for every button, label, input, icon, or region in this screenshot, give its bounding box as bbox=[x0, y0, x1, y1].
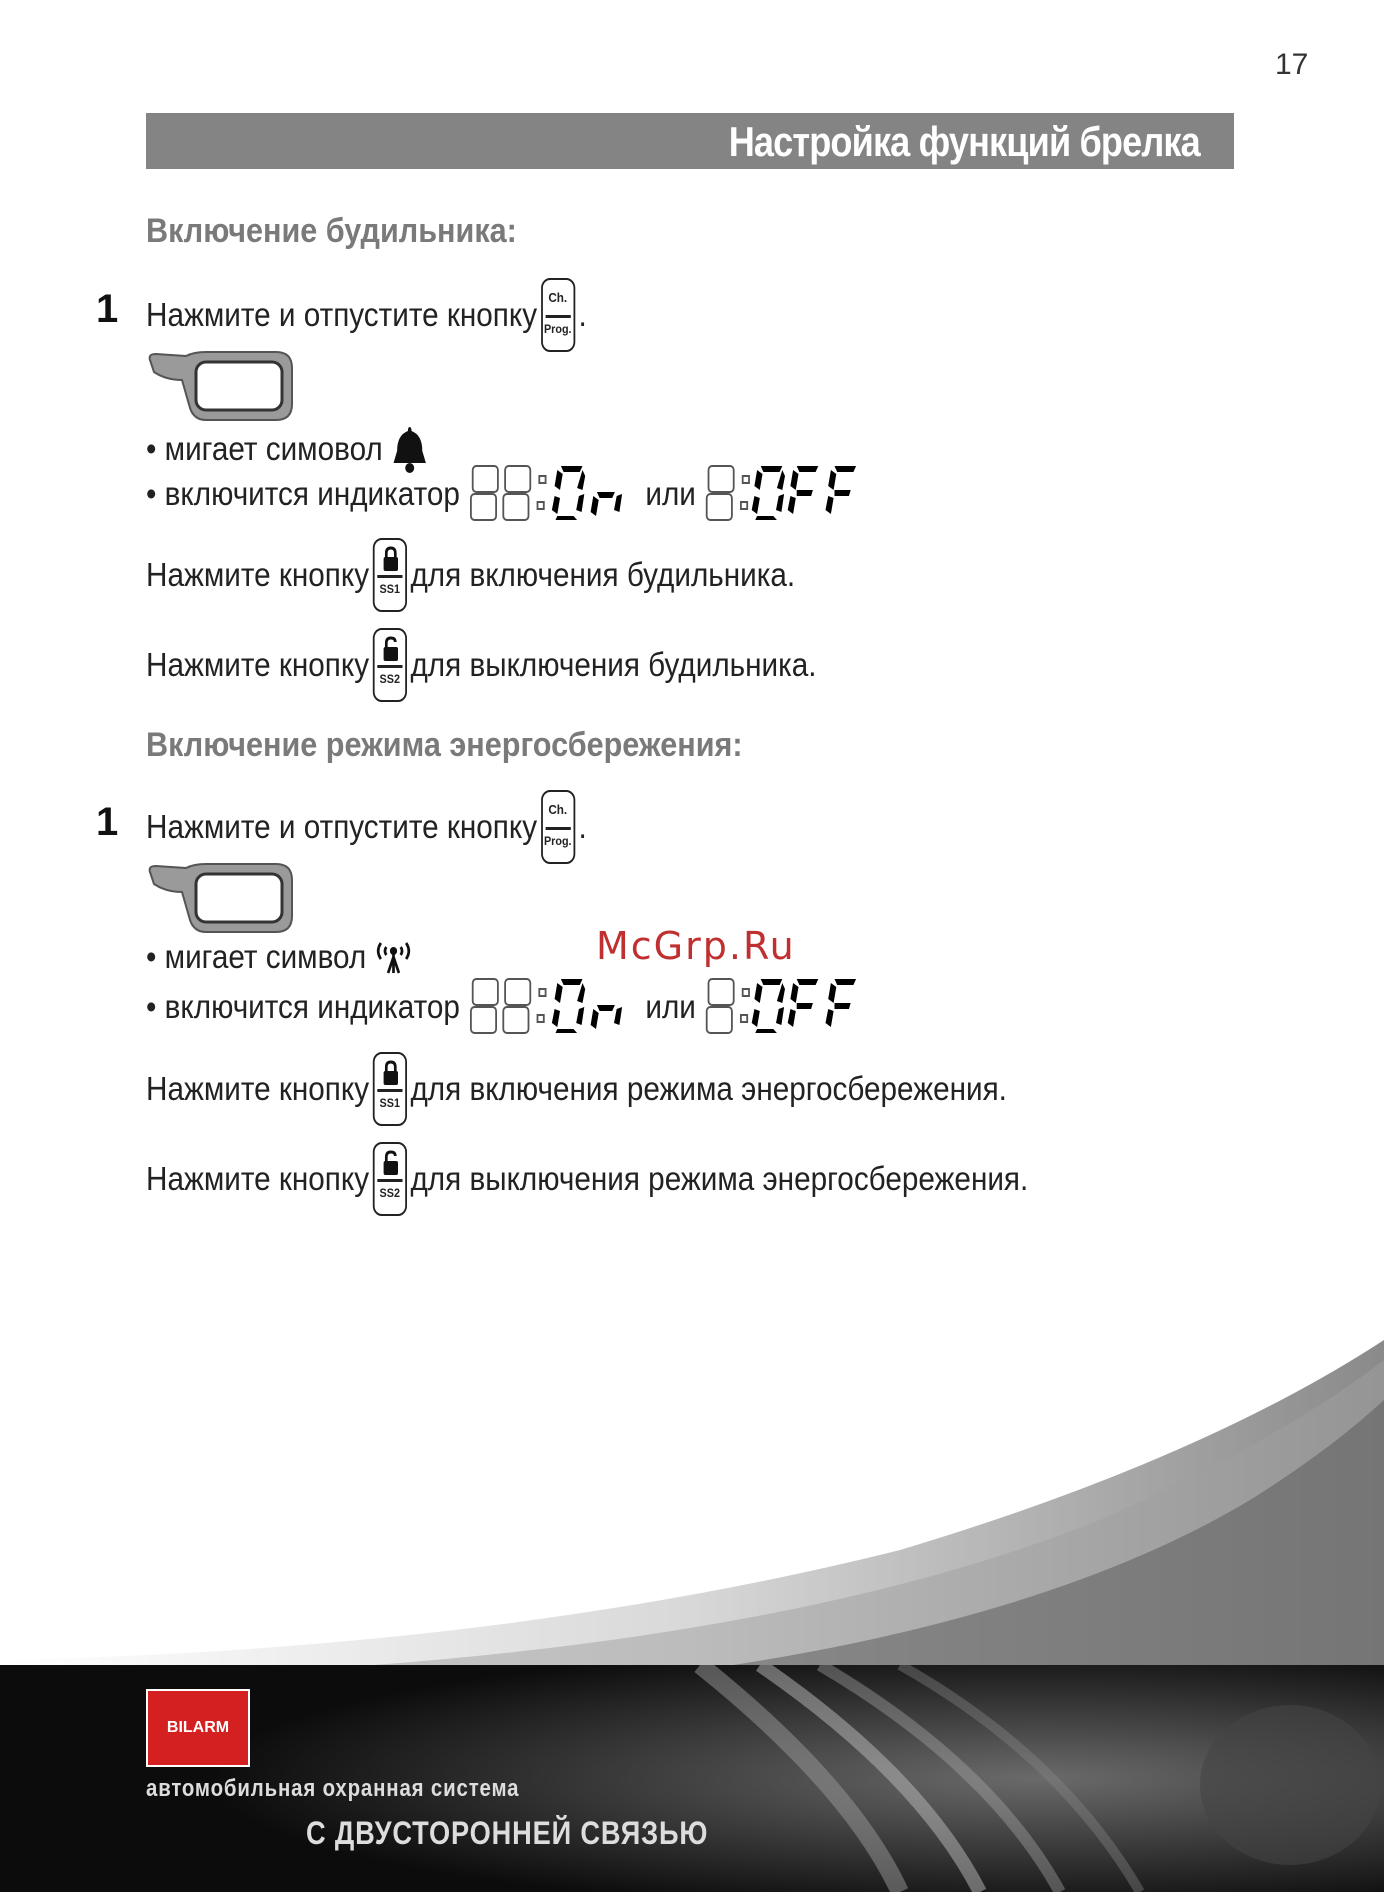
watermark: McGrp.Ru bbox=[596, 924, 796, 968]
step-text: Нажмите и отпустите кнопку bbox=[146, 296, 538, 333]
footer bbox=[0, 1665, 1384, 1892]
step-end: . bbox=[578, 808, 587, 845]
ss1-lock-button-icon: SS1 bbox=[373, 538, 407, 612]
blink-line bbox=[146, 938, 413, 976]
antenna-signal-icon bbox=[373, 939, 413, 975]
ss2-unlock-button-icon: SS2 bbox=[373, 1142, 407, 1216]
page-title: Настройка функций брелка bbox=[728, 118, 1200, 165]
step-line bbox=[146, 790, 587, 864]
tagline-secondary: С ДВУСТОРОННЕЙ СВЯЗЬЮ bbox=[306, 1815, 709, 1851]
lcd-off-display-icon bbox=[703, 462, 874, 526]
power-save-on-line bbox=[146, 1052, 1007, 1126]
section-heading-power-save: Включение режима энергосбережения: bbox=[146, 726, 743, 764]
press-text: Нажмите кнопку bbox=[146, 646, 370, 683]
lcd-on-display-icon bbox=[467, 975, 638, 1039]
power-save-off-line bbox=[146, 1142, 1028, 1216]
power-save-off-text: для выключения режима энергосбережения. bbox=[410, 1160, 1029, 1197]
ch-prog-button-icon: Ch. Prog. bbox=[541, 278, 575, 352]
or-text: или bbox=[645, 475, 696, 512]
tagline-primary: автомобильная охранная система bbox=[146, 1775, 520, 1802]
blink-text: • мигает символ bbox=[146, 938, 367, 975]
step-number: 1 bbox=[96, 287, 119, 331]
ss1-lock-button-icon: SS1 bbox=[373, 1052, 407, 1126]
alarm-off-text: для выключения будильника. bbox=[410, 646, 817, 683]
press-text: Нажмите кнопку bbox=[146, 1160, 370, 1197]
step-line bbox=[146, 278, 587, 352]
section-heading-alarm: Включение будильника: bbox=[146, 212, 517, 250]
indicator-text: • включится индикатор bbox=[146, 475, 460, 512]
step-end: . bbox=[578, 296, 587, 333]
bilarm-logo: BILARM bbox=[146, 1689, 250, 1767]
indicator-line bbox=[146, 975, 881, 1039]
keyfob-icon bbox=[146, 862, 294, 934]
keyfob-icon bbox=[146, 350, 294, 422]
press-text: Нажмите кнопку bbox=[146, 556, 370, 593]
ch-prog-button-icon: Ch. Prog. bbox=[541, 790, 575, 864]
lcd-on-display-icon bbox=[467, 462, 638, 526]
or-text: или bbox=[645, 988, 696, 1025]
power-save-on-text: для включения режима энергосбережения. bbox=[410, 1070, 1007, 1107]
step-number: 1 bbox=[96, 800, 119, 844]
alarm-on-text: для включения будильника. bbox=[410, 556, 796, 593]
blink-text: • мигает симовол bbox=[146, 430, 383, 467]
ss2-unlock-button-icon: SS2 bbox=[373, 628, 407, 702]
header-bar bbox=[146, 113, 1234, 169]
decorative-swoosh bbox=[0, 1300, 1384, 1670]
page-number: 17 bbox=[1275, 48, 1309, 81]
lcd-off-display-icon bbox=[703, 975, 874, 1039]
press-text: Нажмите кнопку bbox=[146, 1070, 370, 1107]
alarm-on-line bbox=[146, 538, 795, 612]
indicator-line bbox=[146, 462, 881, 526]
alarm-off-line bbox=[146, 628, 817, 702]
indicator-text: • включится индикатор bbox=[146, 988, 460, 1025]
step-text: Нажмите и отпустите кнопку bbox=[146, 808, 538, 845]
